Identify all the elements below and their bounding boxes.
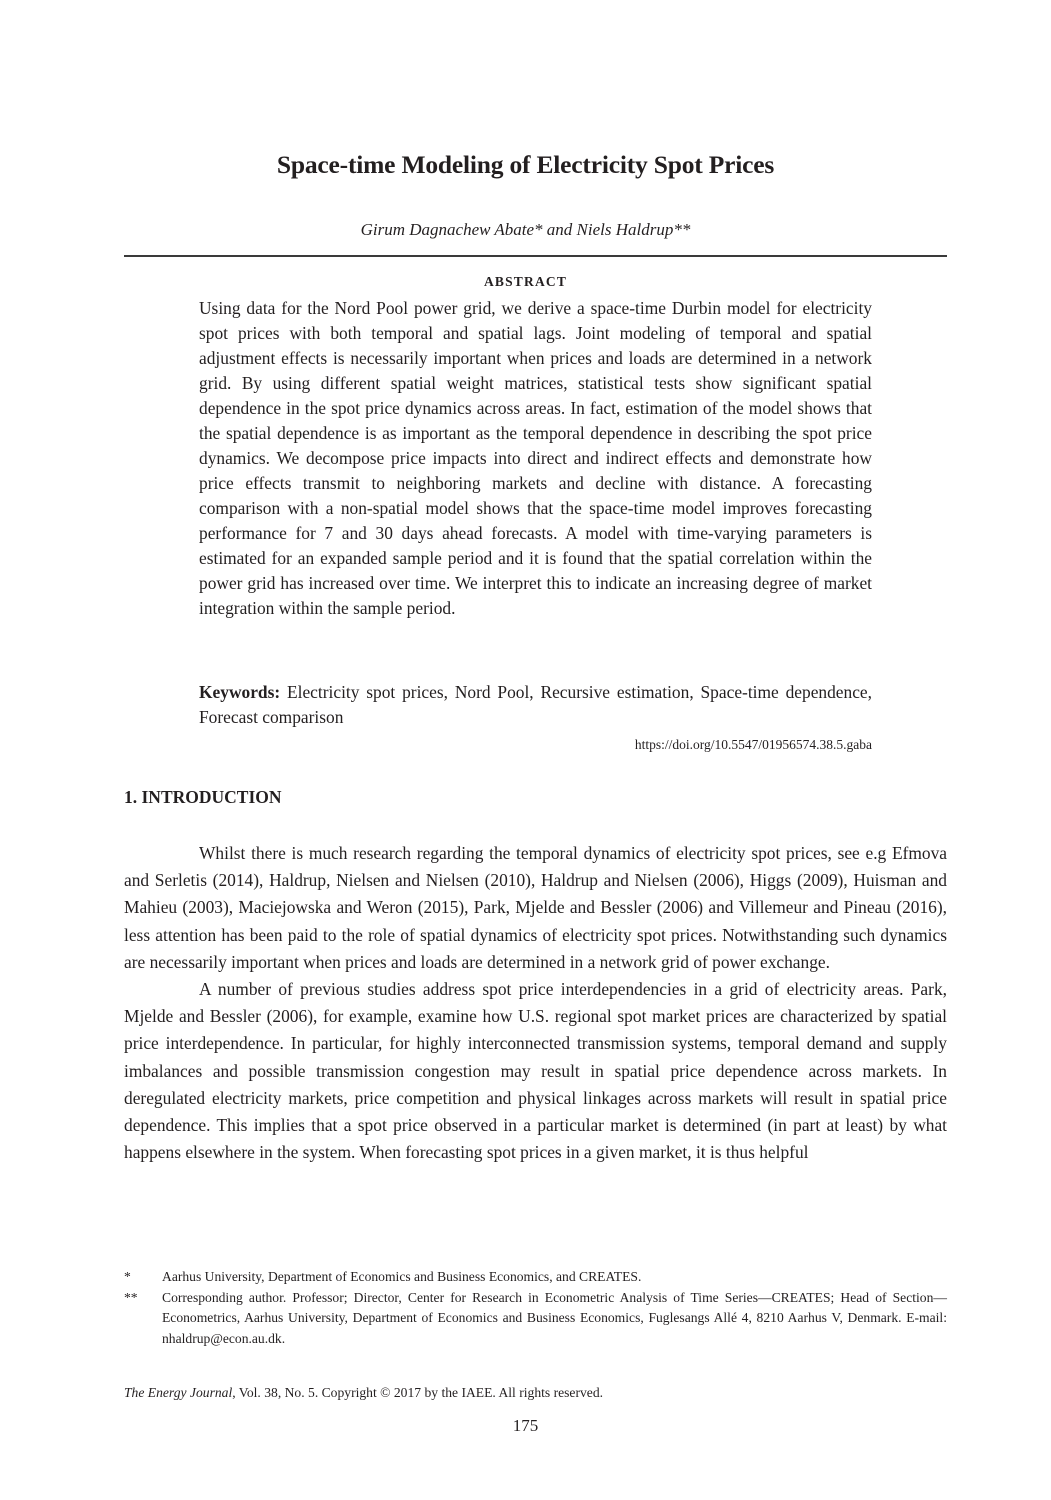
- abstract-body: [199, 296, 872, 621]
- footnote-mark: *: [124, 1269, 131, 1284]
- header-divider: [124, 255, 947, 257]
- paper-title: Space-time Modeling of Electricity Spot Prices: [276, 150, 775, 179]
- introduction-body: [124, 840, 947, 1166]
- journal-citation: [124, 1385, 603, 1401]
- abstract-heading: ABSTRACT: [483, 274, 568, 289]
- keywords-label: Keywords:: [199, 682, 281, 702]
- footnote-text: Aarhus University, Department of Economics and Business Economics, and CREATES.: [162, 1269, 642, 1284]
- doi-link[interactable]: https://doi.org/10.5547/01956574.38.5.gaba: [634, 737, 872, 752]
- keywords: [199, 680, 872, 730]
- footnotes: [124, 1267, 947, 1349]
- paragraph: Whilst there is much research regarding the temporal dynamics of electricity spot prices, see e.g Efmova and Serletis (2014), Haldrup, Nielsen and Nielsen (2010), Haldrup and Nielsen (2006), Higgs (2009), Huisman and Mahieu (2003), Maciejowska and Weron (2015), Park, Mjelde and Bessler (2006) and Villemeur and Pineau (2016), less attention has been paid to the role of spatial dynamics of electricity spot prices. Notwithstanding such dynamics are necessarily important when prices and loads are determined in a network grid of power exchange.: [124, 843, 947, 972]
- abstract-text: Using data for the Nord Pool power grid, we derive a space-time Durbin model for electricity spot prices with both temporal and spatial lags. Joint modeling of temporal and spatial adjustment effects is necessarily important when prices and loads are determined in a network grid. By using different spatial weight matrices, statistical tests show significant spatial dependence in the spot price dynamics across areas. In fact, estimation of the model shows that the spatial dependence is as important as the temporal dependence in describing the spot price dynamics. We decompose price impacts into direct and indirect effects and demonstrate how price effects transmit to neighboring markets and decline with distance. A forecasting comparison with a non-spatial model shows that the space-time model improves forecasting performance for 7 and 30 days ahead forecasts. A model with time-varying parameters is estimated for an expanded sample period and it is found that the spatial correlation within the power grid has increased over time. We interpret this to indicate an increasing degree of market integration within the sample period.: [199, 298, 872, 618]
- journal-name: The Energy Journal: [124, 1385, 233, 1400]
- paragraph: A number of previous studies address spot price interdependencies in a grid of electricity areas. Park, Mjelde and Bessler (2006), for example, examine how U.S. regional spot market prices are characterized by spatial price interdependence. In particular, for highly interconnected transmission systems, temporal demand and supply imbalances and possible transmission congestion may result in spatial price dependence across markets. In deregulated electricity markets, price competition and physical linkages across markets will result in spatial price dependence. This implies that a spot price observed in a particular market is determined (in part at least) by what happens elsewhere in the system. When forecasting spot prices in a given market, it is thus helpful: [124, 979, 947, 1163]
- footnote-mark: **: [124, 1289, 138, 1305]
- journal-details: , Vol. 38, No. 5. Copyright © 2017 by the IAEE. All rights reserved.: [232, 1385, 604, 1400]
- page-number: 175: [512, 1416, 539, 1435]
- section-heading-introduction: 1. INTRODUCTION: [124, 787, 282, 807]
- keywords-text: Electricity spot prices, Nord Pool, Recursive estimation, Space-time dependence, Forecast comparison: [199, 682, 872, 727]
- footnote: [124, 1288, 947, 1350]
- footnote-text: Corresponding author. Professor; Director, Center for Research in Econometric Analysis of Time Series—CREATES; Head of Section—Econometrics, Aarhus University, Department of Economics and Business Economics, Fuglesangs Allé 4, 8210 Aarhus V, Denmark. E-mail: nhaldrup@econ.au.dk.: [162, 1289, 947, 1346]
- author-line: Girum Dagnachew Abate* and Niels Haldrup**: [360, 220, 691, 239]
- footnote: [124, 1267, 947, 1288]
